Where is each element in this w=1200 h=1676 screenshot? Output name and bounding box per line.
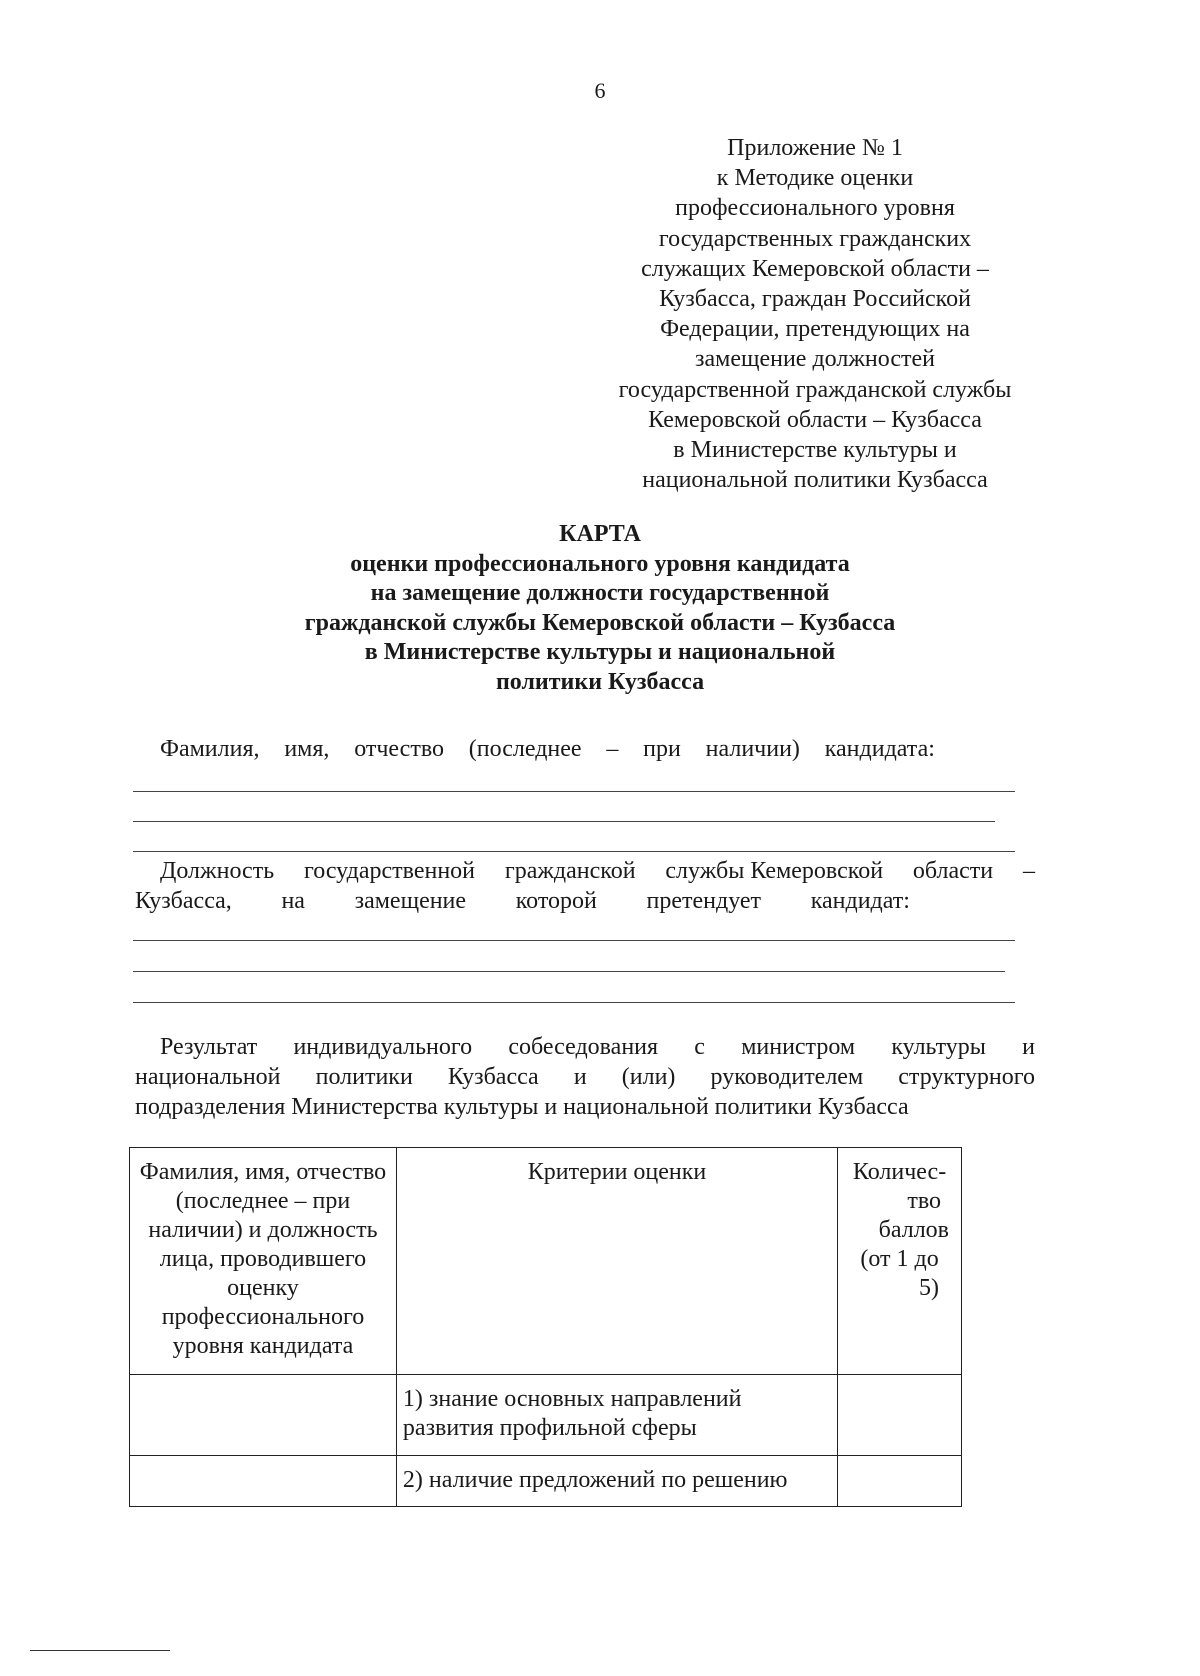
appendix-line: государственной гражданской службы bbox=[618, 376, 1012, 403]
interview-result-paragraph: Результат индивидуального собеседования с министром культуры и национальной политики Кузбасса и (или) руководителем структурного подразделения Министерства культуры и национальной политики Кузбасса bbox=[135, 1034, 1035, 1120]
header-evaluator: Фамилия, имя, отчество (последнее – при наличии) и должность лица, проводившего оценку профессионального уровня кандидата bbox=[130, 1148, 397, 1375]
appendix-line: Приложение № 1 bbox=[727, 135, 903, 161]
cell-criterion: 1) знание основных направлений развития профильной сферы bbox=[396, 1375, 837, 1456]
title-line: на замещение должности государственной bbox=[370, 580, 830, 606]
appendix-line: Федерации, претендующих на bbox=[660, 316, 970, 343]
position-label: Должность государственной гражданской службы Кемеровской области – Кузбасса, на замещение которой претендует кандидат: bbox=[135, 858, 1035, 914]
appendix-line: в Министерстве культуры и bbox=[673, 437, 957, 464]
title-line: оценки профессионального уровня кандидата bbox=[350, 550, 850, 577]
table-row bbox=[130, 1456, 962, 1507]
title-line: в Министерстве культуры и национальной bbox=[364, 639, 836, 665]
cell-criterion: 2) наличие предложений по решению bbox=[396, 1456, 837, 1507]
evaluation-table bbox=[129, 1147, 962, 1507]
appendix-line: замещение должностей bbox=[695, 346, 935, 373]
footnote-separator bbox=[30, 1650, 170, 1651]
appendix-line: Кузбасса, граждан Российской bbox=[659, 286, 971, 313]
appendix-line: профессионального уровня bbox=[675, 195, 955, 222]
appendix-line: служащих Кемеровской области – bbox=[641, 255, 989, 282]
document-title bbox=[0, 520, 1200, 697]
title-heading: КАРТА bbox=[559, 521, 641, 547]
title-line: гражданской службы Кемеровской области – Кузбасса bbox=[304, 609, 896, 636]
position-blank-line bbox=[133, 971, 1005, 972]
appendix-line: национальной политики Кузбасса bbox=[642, 467, 988, 494]
cell-evaluator bbox=[130, 1375, 397, 1456]
position-blank-line bbox=[133, 1002, 1015, 1003]
appendix-line: Кемеровской области – Кузбасса bbox=[648, 406, 982, 433]
table-header-row bbox=[130, 1148, 962, 1375]
candidate-name-blank-line bbox=[133, 791, 1015, 792]
candidate-name-label: Фамилия, имя, отчество (последнее – при наличии) кандидата: bbox=[160, 736, 935, 762]
candidate-name-blank-line bbox=[133, 851, 1015, 852]
candidate-name-blank-line bbox=[133, 821, 995, 822]
position-blank-line bbox=[133, 940, 1015, 941]
appendix-line: государственных гражданских bbox=[658, 225, 972, 252]
cell-score bbox=[838, 1375, 962, 1456]
appendix-line: к Методике оценки bbox=[716, 165, 914, 192]
page-number: 6 bbox=[594, 78, 606, 103]
header-criteria: Критерии оценки bbox=[396, 1148, 837, 1375]
cell-score bbox=[838, 1456, 962, 1507]
appendix-reference bbox=[585, 133, 1045, 495]
cell-evaluator bbox=[130, 1456, 397, 1507]
title-line: политики Кузбасса bbox=[495, 668, 705, 695]
header-score: Количес- тво баллов (от 1 до 5) bbox=[838, 1148, 962, 1375]
table-row bbox=[130, 1375, 962, 1456]
